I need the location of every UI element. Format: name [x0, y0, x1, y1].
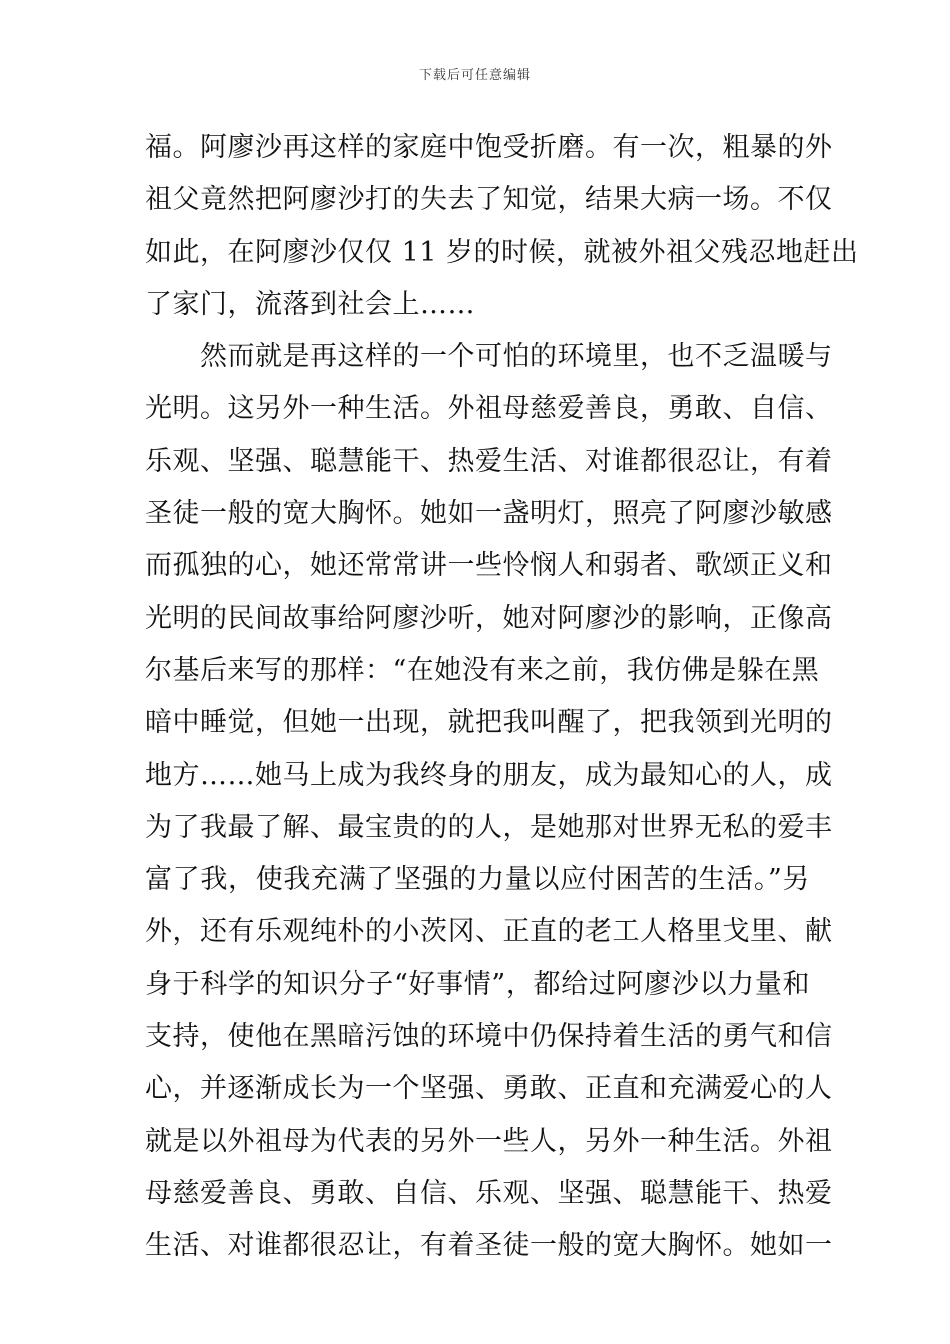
- text-line: 地方……她马上成为我终身的朋友，成为最知心的人，成: [145, 759, 833, 791]
- text-line: 尔基后来写的那样：“在她没有来之前，我仿佛是躲在黑: [145, 654, 820, 686]
- text-line: 圣徒一般的宽大胸怀。她如一盏明灯，照亮了阿廖沙敏感: [145, 498, 833, 530]
- text-line: 外，还有乐观纯朴的小茨冈、正直的老工人格里戈里、献: [145, 916, 833, 948]
- document-body: [145, 128, 859, 1279]
- text-line: 生活、对谁都很忍让，有着圣徒一般的宽大胸怀。她如一: [145, 1230, 833, 1262]
- text-line: 而孤独的心，她还常常讲一些怜悯人和弱者、歌颂正义和: [145, 550, 833, 582]
- text-line: 光明。这另外一种生活。外祖母慈爱善良，勇敢、自信、: [145, 393, 833, 425]
- text-line: 了家门，流落到社会上……: [145, 288, 475, 320]
- text-line: 暗中睡觉，但她一出现，就把我叫醒了，把我领到光明的: [145, 707, 833, 739]
- text-line: 富了我，使我充满了坚强的力量以应付困苦的生活。”另: [145, 864, 810, 896]
- paragraph-first-line: 然而就是再这样的一个可怕的环境里，也不乏温暖与: [200, 341, 833, 373]
- text-line: 支持，使他在黑暗污蚀的环境中仍保持着生活的勇气和信: [145, 1021, 833, 1053]
- text-line: 为了我最了解、最宝贵的的人，是她那对世界无私的爱丰: [145, 811, 833, 843]
- text-line: 光明的民间故事给阿廖沙听，她对阿廖沙的影响，正像高: [145, 602, 833, 634]
- text-line: 母慈爱善良、勇敢、自信、乐观、坚强、聪慧能干、热爱: [145, 1177, 833, 1209]
- text-line: 祖父竟然把阿廖沙打的失去了知觉，结果大病一场。不仅: [145, 184, 833, 216]
- text-line: 乐观、坚强、聪慧能干、热爱生活、对谁都很忍让，有着: [145, 445, 833, 477]
- text-line: 身于科学的知识分子“好事情”，都给过阿廖沙以力量和: [145, 968, 810, 1000]
- text-line: 就是以外祖母为代表的另外一些人，另外一种生活。外祖: [145, 1125, 833, 1157]
- text-line: 福。阿廖沙再这样的家庭中饱受折磨。有一次，粗暴的外: [145, 132, 833, 163]
- page-header: 下载后可任意编辑: [418, 68, 531, 83]
- text-line: 如此，在阿廖沙仅仅 11 岁的时候，就被外祖父残忍地赶出: [145, 236, 859, 268]
- text-line: 心，并逐渐成长为一个坚强、勇敢、正直和充满爱心的人: [145, 1073, 833, 1105]
